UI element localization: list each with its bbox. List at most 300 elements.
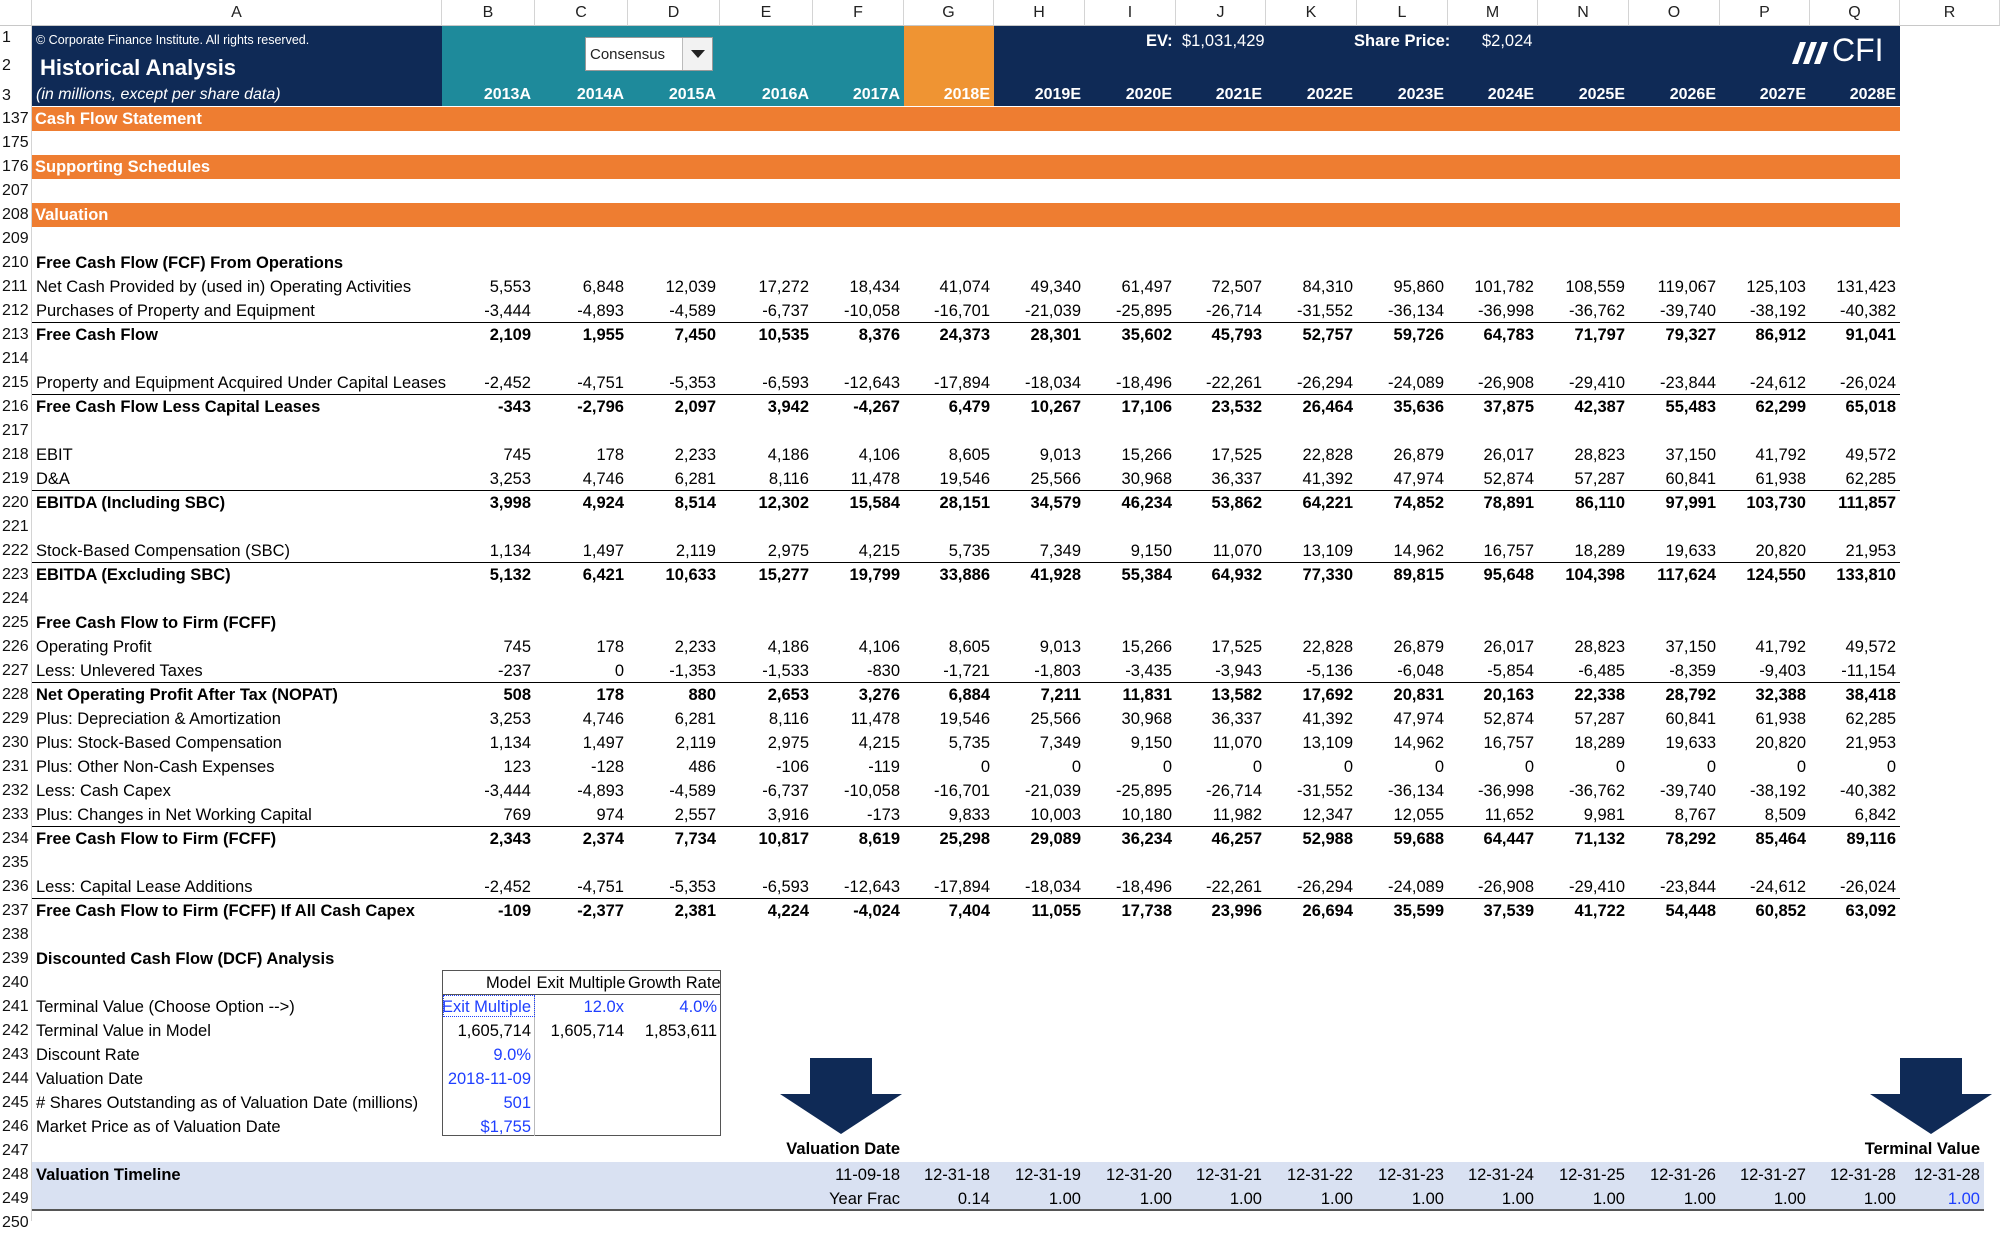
value-cell[interactable]: 111,857	[1838, 494, 1896, 512]
value-cell[interactable]: 4,106	[858, 446, 900, 464]
value-cell[interactable]: 95,648	[1483, 566, 1534, 584]
value-cell[interactable]: 13,109	[1302, 542, 1353, 560]
row-label[interactable]: Free Cash Flow Less Capital Leases	[36, 398, 321, 416]
value-cell[interactable]: 37,150	[1665, 638, 1716, 656]
value-cell[interactable]: -830	[866, 662, 900, 680]
value-cell[interactable]: 41,928	[1030, 566, 1081, 584]
value-cell[interactable]: 71,132	[1574, 830, 1625, 848]
value-cell[interactable]: -11,154	[1841, 662, 1896, 680]
row-label[interactable]: Plus: Changes in Net Working Capital	[36, 806, 312, 824]
row-label[interactable]: D&A	[36, 470, 70, 488]
value-cell[interactable]: -39,740	[1660, 302, 1716, 320]
year-frac-cell[interactable]: 1.00	[1773, 1190, 1806, 1208]
value-cell[interactable]: 78,891	[1483, 494, 1534, 512]
row-number[interactable]: 247	[0, 1139, 32, 1163]
column-header-o[interactable]: O	[1629, 0, 1720, 26]
value-cell[interactable]: -9,403	[1759, 662, 1806, 680]
value-cell[interactable]: -24,612	[1750, 374, 1806, 392]
value-cell[interactable]: 14,962	[1393, 542, 1444, 560]
value-cell[interactable]: -4,589	[669, 302, 716, 320]
value-cell[interactable]: 14,962	[1393, 734, 1444, 752]
year-frac-cell[interactable]: 1.00	[1947, 1190, 1980, 1208]
value-cell[interactable]: 117,624	[1657, 566, 1716, 584]
value-cell[interactable]: 42,387	[1574, 398, 1625, 416]
value-cell[interactable]: 29,089	[1030, 830, 1081, 848]
value-cell[interactable]: 104,398	[1565, 566, 1625, 584]
value-cell[interactable]: 64,221	[1302, 494, 1353, 512]
value-cell[interactable]: 47,974	[1393, 710, 1444, 728]
row-number[interactable]: 236	[0, 875, 32, 899]
value-cell[interactable]: 35,602	[1121, 326, 1172, 344]
value-cell[interactable]: 26,017	[1483, 446, 1534, 464]
row-number[interactable]: 2	[0, 54, 32, 78]
year-frac-cell[interactable]: 1.00	[1048, 1190, 1081, 1208]
row-label[interactable]: Net Operating Profit After Tax (NOPAT)	[36, 686, 338, 704]
row-number[interactable]: 207	[0, 179, 32, 203]
value-cell[interactable]: 7,404	[948, 902, 990, 920]
column-header-a[interactable]: A	[32, 0, 442, 26]
value-cell[interactable]: -12,643	[844, 878, 900, 896]
row-number[interactable]: 175	[0, 131, 32, 155]
value-cell[interactable]: 60,852	[1755, 902, 1806, 920]
year-frac-cell[interactable]: 1.00	[1229, 1190, 1262, 1208]
value-cell[interactable]: 0	[1343, 758, 1353, 776]
value-cell[interactable]: 0	[614, 662, 624, 680]
value-cell[interactable]: -5,353	[669, 374, 716, 392]
row-number[interactable]: 244	[0, 1067, 32, 1091]
row-number[interactable]: 240	[0, 971, 32, 995]
value-cell[interactable]: -22,261	[1206, 878, 1262, 896]
value-cell[interactable]: 25,566	[1030, 470, 1081, 488]
value-cell[interactable]: 1,134	[489, 734, 531, 752]
timeline-date-cell[interactable]: 12-31-26	[1649, 1166, 1716, 1184]
value-cell[interactable]: 4,106	[858, 638, 900, 656]
value-cell[interactable]: 4,215	[858, 734, 900, 752]
value-cell[interactable]: 6,884	[948, 686, 990, 704]
year-frac-cell[interactable]: 1.00	[1501, 1190, 1534, 1208]
value-cell[interactable]: 95,860	[1393, 278, 1444, 296]
value-cell[interactable]: 26,694	[1302, 902, 1353, 920]
value-cell[interactable]: 49,340	[1030, 278, 1081, 296]
row-number[interactable]: 224	[0, 587, 32, 611]
value-cell[interactable]: 103,730	[1746, 494, 1806, 512]
timeline-date-cell[interactable]: 12-31-28	[1829, 1166, 1896, 1184]
value-cell[interactable]: 0	[1615, 758, 1625, 776]
dcf-row-label[interactable]: Valuation Date	[36, 1070, 144, 1088]
value-cell[interactable]: 19,799	[849, 566, 900, 584]
row-number[interactable]: 211	[0, 275, 32, 299]
value-cell[interactable]: -4,893	[577, 302, 624, 320]
value-cell[interactable]: 125,103	[1746, 278, 1806, 296]
value-cell[interactable]: 2,374	[582, 830, 624, 848]
value-cell[interactable]: 16,757	[1483, 734, 1534, 752]
value-cell[interactable]: -38,192	[1750, 782, 1806, 800]
value-cell[interactable]: 3,253	[489, 710, 531, 728]
row-label[interactable]: Free Cash Flow to Firm (FCFF)	[36, 614, 277, 632]
value-cell[interactable]: 34,579	[1030, 494, 1081, 512]
year-frac-cell[interactable]: 1.00	[1592, 1190, 1625, 1208]
value-cell[interactable]: -24,612	[1750, 878, 1806, 896]
value-cell[interactable]: -6,485	[1578, 662, 1625, 680]
value-cell[interactable]: 2,381	[674, 902, 716, 920]
value-cell[interactable]: 35,599	[1393, 902, 1444, 920]
value-cell[interactable]: 64,783	[1483, 326, 1534, 344]
row-label[interactable]: EBITDA (Excluding SBC)	[36, 566, 231, 584]
value-cell[interactable]: 52,988	[1302, 830, 1353, 848]
shares-outstanding-input[interactable]: 501	[503, 1094, 531, 1112]
value-cell[interactable]: -2,452	[484, 878, 531, 896]
row-number[interactable]: 235	[0, 851, 32, 875]
value-cell[interactable]: 26,879	[1393, 446, 1444, 464]
value-cell[interactable]: 97,991	[1665, 494, 1716, 512]
value-cell[interactable]: 77,330	[1302, 566, 1353, 584]
timeline-date-cell[interactable]: 12-31-24	[1467, 1166, 1534, 1184]
value-cell[interactable]: 5,553	[489, 278, 531, 296]
row-number[interactable]: 227	[0, 659, 32, 683]
value-cell[interactable]: -6,737	[762, 302, 809, 320]
value-cell[interactable]: -6,737	[762, 782, 809, 800]
value-cell[interactable]: 28,823	[1574, 638, 1625, 656]
value-cell[interactable]: -23,844	[1660, 878, 1716, 896]
value-cell[interactable]: 19,633	[1665, 734, 1716, 752]
value-cell[interactable]: 8,116	[768, 710, 809, 728]
row-number[interactable]: 219	[0, 467, 32, 491]
value-cell[interactable]: -2,796	[577, 398, 624, 416]
value-cell[interactable]: 19,546	[939, 710, 990, 728]
value-cell[interactable]: 7,450	[674, 326, 716, 344]
scenario-dropdown[interactable]	[585, 37, 713, 71]
value-cell[interactable]: 1,134	[489, 542, 531, 560]
value-cell[interactable]: -1,721	[943, 662, 990, 680]
value-cell[interactable]: 11,982	[1212, 806, 1262, 824]
value-cell[interactable]: -36,998	[1478, 302, 1534, 320]
value-cell[interactable]: -10,058	[844, 302, 900, 320]
dcf-row-label[interactable]: Terminal Value in Model	[36, 1022, 211, 1040]
column-header-h[interactable]: H	[994, 0, 1085, 26]
row-number[interactable]: 217	[0, 419, 32, 443]
value-cell[interactable]: -128	[590, 758, 624, 776]
value-cell[interactable]: -18,496	[1116, 374, 1172, 392]
value-cell[interactable]: 55,384	[1121, 566, 1172, 584]
row-number[interactable]: 214	[0, 347, 32, 371]
value-cell[interactable]: -31,552	[1297, 302, 1353, 320]
value-cell[interactable]: 26,879	[1393, 638, 1444, 656]
value-cell[interactable]: 5,735	[948, 542, 990, 560]
value-cell[interactable]: -3,444	[484, 782, 531, 800]
value-cell[interactable]: 3,942	[767, 398, 809, 416]
value-cell[interactable]: -173	[866, 806, 900, 824]
row-number[interactable]: 225	[0, 611, 32, 635]
value-cell[interactable]: -40,382	[1840, 302, 1896, 320]
value-cell[interactable]: 13,582	[1211, 686, 1262, 704]
value-cell[interactable]: 0	[1071, 758, 1081, 776]
value-cell[interactable]: 8,605	[948, 638, 990, 656]
value-cell[interactable]: 28,792	[1665, 686, 1716, 704]
value-cell[interactable]: -26,024	[1840, 878, 1896, 896]
column-header-n[interactable]: N	[1538, 0, 1629, 26]
value-cell[interactable]: 59,688	[1393, 830, 1444, 848]
timeline-date-cell[interactable]: 12-31-28	[1913, 1166, 1980, 1184]
value-cell[interactable]: -36,762	[1569, 782, 1625, 800]
value-cell[interactable]: 22,828	[1302, 446, 1353, 464]
row-number[interactable]: 210	[0, 251, 32, 275]
value-cell[interactable]: 4,186	[767, 638, 809, 656]
row-label[interactable]: Free Cash Flow to Firm (FCFF) If All Cash Capex	[36, 902, 415, 920]
row-number[interactable]: 246	[0, 1115, 32, 1139]
value-cell[interactable]: -16,701	[934, 302, 990, 320]
value-cell[interactable]: 33,886	[939, 566, 990, 584]
value-cell[interactable]: 2,557	[674, 806, 716, 824]
value-cell[interactable]: 61,938	[1755, 710, 1806, 728]
value-cell[interactable]: 11,070	[1212, 734, 1262, 752]
value-cell[interactable]: -109	[497, 902, 531, 920]
column-header-e[interactable]: E	[720, 0, 813, 26]
value-cell[interactable]: 57,287	[1574, 470, 1625, 488]
exit-multiple-input[interactable]: 12.0x	[583, 998, 624, 1016]
value-cell[interactable]: 52,757	[1302, 326, 1353, 344]
value-cell[interactable]: 8,509	[1764, 806, 1806, 824]
value-cell[interactable]: 133,810	[1836, 566, 1896, 584]
value-cell[interactable]: 0	[1252, 758, 1262, 776]
value-cell[interactable]: 3,253	[489, 470, 531, 488]
value-cell[interactable]: 2,119	[675, 542, 716, 560]
value-cell[interactable]: 0	[1162, 758, 1172, 776]
value-cell[interactable]: 8,619	[858, 830, 900, 848]
value-cell[interactable]: -26,908	[1478, 374, 1534, 392]
value-cell[interactable]: 880	[688, 686, 716, 704]
value-cell[interactable]: 124,550	[1746, 566, 1806, 584]
value-cell[interactable]: 41,392	[1302, 470, 1353, 488]
row-label[interactable]: Stock-Based Compensation (SBC)	[36, 542, 291, 560]
row-number[interactable]: 212	[0, 299, 32, 323]
value-cell[interactable]: 63,092	[1845, 902, 1896, 920]
value-cell[interactable]: -26,714	[1206, 782, 1262, 800]
value-cell[interactable]: -26,024	[1840, 374, 1896, 392]
row-label[interactable]: EBIT	[36, 446, 73, 464]
value-cell[interactable]: 101,782	[1474, 278, 1534, 296]
value-cell[interactable]: 8,514	[674, 494, 716, 512]
value-cell[interactable]: -3,435	[1125, 662, 1172, 680]
value-cell[interactable]: -12,643	[844, 374, 900, 392]
value-cell[interactable]: -31,552	[1297, 782, 1353, 800]
value-cell[interactable]: 41,074	[939, 278, 990, 296]
row-number[interactable]: 250	[0, 1211, 32, 1221]
value-cell[interactable]: -237	[497, 662, 531, 680]
value-cell[interactable]: 178	[596, 446, 624, 464]
value-cell[interactable]: 79,327	[1665, 326, 1716, 344]
value-cell[interactable]: -18,496	[1116, 878, 1172, 896]
value-cell[interactable]: 41,392	[1302, 710, 1353, 728]
value-cell[interactable]: 745	[503, 446, 531, 464]
value-cell[interactable]: 486	[688, 758, 716, 776]
value-cell[interactable]: 24,373	[939, 326, 990, 344]
value-cell[interactable]: 6,842	[1854, 806, 1896, 824]
value-cell[interactable]: 745	[503, 638, 531, 656]
value-cell[interactable]: 21,953	[1845, 734, 1896, 752]
value-cell[interactable]: 41,792	[1755, 446, 1806, 464]
value-cell[interactable]: 17,272	[758, 278, 809, 296]
value-cell[interactable]: 37,150	[1665, 446, 1716, 464]
column-header-k[interactable]: K	[1266, 0, 1357, 26]
row-number[interactable]: 176	[0, 155, 32, 179]
row-number[interactable]: 208	[0, 203, 32, 227]
value-cell[interactable]: -36,134	[1388, 302, 1444, 320]
timeline-date-cell[interactable]: 12-31-25	[1558, 1166, 1625, 1184]
value-cell[interactable]: 17,525	[1211, 446, 1262, 464]
value-cell[interactable]: 38,418	[1845, 686, 1896, 704]
row-number[interactable]: 216	[0, 395, 32, 419]
value-cell[interactable]: 10,817	[758, 830, 809, 848]
value-cell[interactable]: 25,566	[1030, 710, 1081, 728]
value-cell[interactable]: 4,186	[767, 446, 809, 464]
value-cell[interactable]: 23,996	[1211, 902, 1262, 920]
value-cell[interactable]: -24,089	[1388, 878, 1444, 896]
value-cell[interactable]: 9,013	[1039, 446, 1081, 464]
value-cell[interactable]: 11,478	[850, 470, 900, 488]
row-number[interactable]: 209	[0, 227, 32, 251]
value-cell[interactable]: -343	[497, 398, 531, 416]
value-cell[interactable]: 11,652	[1484, 806, 1534, 824]
value-cell[interactable]: -119	[868, 758, 900, 776]
value-cell[interactable]: -18,034	[1025, 374, 1081, 392]
value-cell[interactable]: 18,289	[1574, 542, 1625, 560]
value-cell[interactable]: 131,423	[1836, 278, 1896, 296]
value-cell[interactable]: -106	[775, 758, 809, 776]
valuation-date-input[interactable]: 2018-11-09	[447, 1070, 531, 1088]
value-cell[interactable]: 49,572	[1845, 638, 1896, 656]
row-number[interactable]: 3	[0, 84, 32, 108]
value-cell[interactable]: 47,974	[1393, 470, 1444, 488]
value-cell[interactable]: 20,820	[1755, 542, 1806, 560]
value-cell[interactable]: 18,289	[1574, 734, 1625, 752]
column-header-p[interactable]: P	[1720, 0, 1810, 26]
growth-rate-input[interactable]: 4.0%	[679, 998, 717, 1016]
value-cell[interactable]: 1,955	[582, 326, 624, 344]
value-cell[interactable]: 0	[1706, 758, 1716, 776]
value-cell[interactable]: 4,746	[582, 710, 624, 728]
value-cell[interactable]: 41,722	[1574, 902, 1625, 920]
year-frac-cell[interactable]: 1.00	[1863, 1190, 1896, 1208]
value-cell[interactable]: 16,757	[1483, 542, 1534, 560]
value-cell[interactable]: 28,823	[1574, 446, 1625, 464]
row-label[interactable]: Free Cash Flow	[36, 326, 158, 344]
terminal-value-choice[interactable]: Exit Multiple	[442, 998, 531, 1016]
value-cell[interactable]: -16,701	[934, 782, 990, 800]
row-number[interactable]: 241	[0, 995, 32, 1019]
value-cell[interactable]: 2,097	[674, 398, 716, 416]
value-cell[interactable]: -40,382	[1840, 782, 1896, 800]
value-cell[interactable]: -4,024	[853, 902, 900, 920]
value-cell[interactable]: 5,132	[489, 566, 531, 584]
value-cell[interactable]: -5,136	[1306, 662, 1353, 680]
value-cell[interactable]: 10,633	[665, 566, 716, 584]
row-label[interactable]: Free Cash Flow (FCF) From Operations	[36, 254, 344, 272]
value-cell[interactable]: 52,874	[1483, 470, 1534, 488]
year-frac-cell[interactable]: 0.14	[957, 1190, 990, 1208]
value-cell[interactable]: -26,714	[1206, 302, 1262, 320]
value-cell[interactable]: 1,497	[582, 734, 624, 752]
row-number[interactable]: 218	[0, 443, 32, 467]
value-cell[interactable]: 2,233	[674, 638, 716, 656]
value-cell[interactable]: 86,912	[1755, 326, 1806, 344]
value-cell[interactable]: 17,525	[1211, 638, 1262, 656]
row-number[interactable]: 231	[0, 755, 32, 779]
value-cell[interactable]: 37,539	[1483, 902, 1534, 920]
value-cell[interactable]: -1,533	[762, 662, 809, 680]
value-cell[interactable]: 2,343	[489, 830, 531, 848]
value-cell[interactable]: 17,106	[1121, 398, 1172, 416]
value-cell[interactable]: 91,041	[1845, 326, 1896, 344]
value-cell[interactable]: 13,109	[1302, 734, 1353, 752]
column-header-l[interactable]: L	[1357, 0, 1448, 26]
row-number[interactable]: 223	[0, 563, 32, 587]
value-cell[interactable]: 21,953	[1845, 542, 1896, 560]
value-cell[interactable]: 49,572	[1845, 446, 1896, 464]
value-cell[interactable]: 7,734	[674, 830, 716, 848]
value-cell[interactable]: 0	[1524, 758, 1534, 776]
timeline-date-cell[interactable]: 12-31-18	[923, 1166, 990, 1184]
value-cell[interactable]: 8,376	[858, 326, 900, 344]
value-cell[interactable]: 26,017	[1483, 638, 1534, 656]
dcf-row-label[interactable]: Terminal Value (Choose Option -->)	[36, 998, 295, 1016]
value-cell[interactable]: 65,018	[1845, 398, 1896, 416]
value-cell[interactable]: -36,134	[1388, 782, 1444, 800]
dcf-row-label[interactable]: # Shares Outstanding as of Valuation Date (millions)	[36, 1094, 419, 1112]
value-cell[interactable]: 2,119	[675, 734, 716, 752]
value-cell[interactable]: -6,593	[762, 878, 809, 896]
value-cell[interactable]: -17,894	[934, 878, 990, 896]
value-cell[interactable]: -5,353	[669, 878, 716, 896]
value-cell[interactable]: 30,968	[1121, 470, 1172, 488]
row-number[interactable]: 229	[0, 707, 32, 731]
value-cell[interactable]: 3,276	[858, 686, 900, 704]
row-number[interactable]: 234	[0, 827, 32, 851]
value-cell[interactable]: -4,751	[577, 374, 624, 392]
value-cell[interactable]: -26,294	[1297, 878, 1353, 896]
value-cell[interactable]: 22,338	[1574, 686, 1625, 704]
row-label[interactable]: Free Cash Flow to Firm (FCFF)	[36, 830, 277, 848]
value-cell[interactable]: 46,234	[1121, 494, 1172, 512]
value-cell[interactable]: 84,310	[1302, 278, 1353, 296]
value-cell[interactable]: 22,828	[1302, 638, 1353, 656]
value-cell[interactable]: 15,277	[758, 566, 809, 584]
value-cell[interactable]: 35,636	[1393, 398, 1444, 416]
row-number[interactable]: 215	[0, 371, 32, 395]
value-cell[interactable]: 54,448	[1665, 902, 1716, 920]
value-cell[interactable]: 15,266	[1121, 638, 1172, 656]
value-cell[interactable]: -24,089	[1388, 374, 1444, 392]
value-cell[interactable]: 9,833	[948, 806, 990, 824]
value-cell[interactable]: 8,605	[948, 446, 990, 464]
timeline-date-cell[interactable]: 12-31-22	[1286, 1166, 1353, 1184]
row-number[interactable]: 233	[0, 803, 32, 827]
value-cell[interactable]: 1,497	[582, 542, 624, 560]
chevron-down-icon[interactable]	[682, 38, 712, 70]
value-cell[interactable]: 37,875	[1483, 398, 1534, 416]
value-cell[interactable]: 19,633	[1665, 542, 1716, 560]
row-number[interactable]: 230	[0, 731, 32, 755]
value-cell[interactable]: -36,762	[1569, 302, 1625, 320]
value-cell[interactable]: 9,981	[1583, 806, 1625, 824]
value-cell[interactable]: 9,150	[1130, 734, 1172, 752]
value-cell[interactable]: 17,738	[1121, 902, 1172, 920]
value-cell[interactable]: -1,353	[669, 662, 716, 680]
value-cell[interactable]: -25,895	[1116, 302, 1172, 320]
value-cell[interactable]: 18,434	[849, 278, 900, 296]
value-cell[interactable]: 41,792	[1755, 638, 1806, 656]
column-header-i[interactable]: I	[1085, 0, 1176, 26]
value-cell[interactable]: 7,349	[1039, 542, 1081, 560]
